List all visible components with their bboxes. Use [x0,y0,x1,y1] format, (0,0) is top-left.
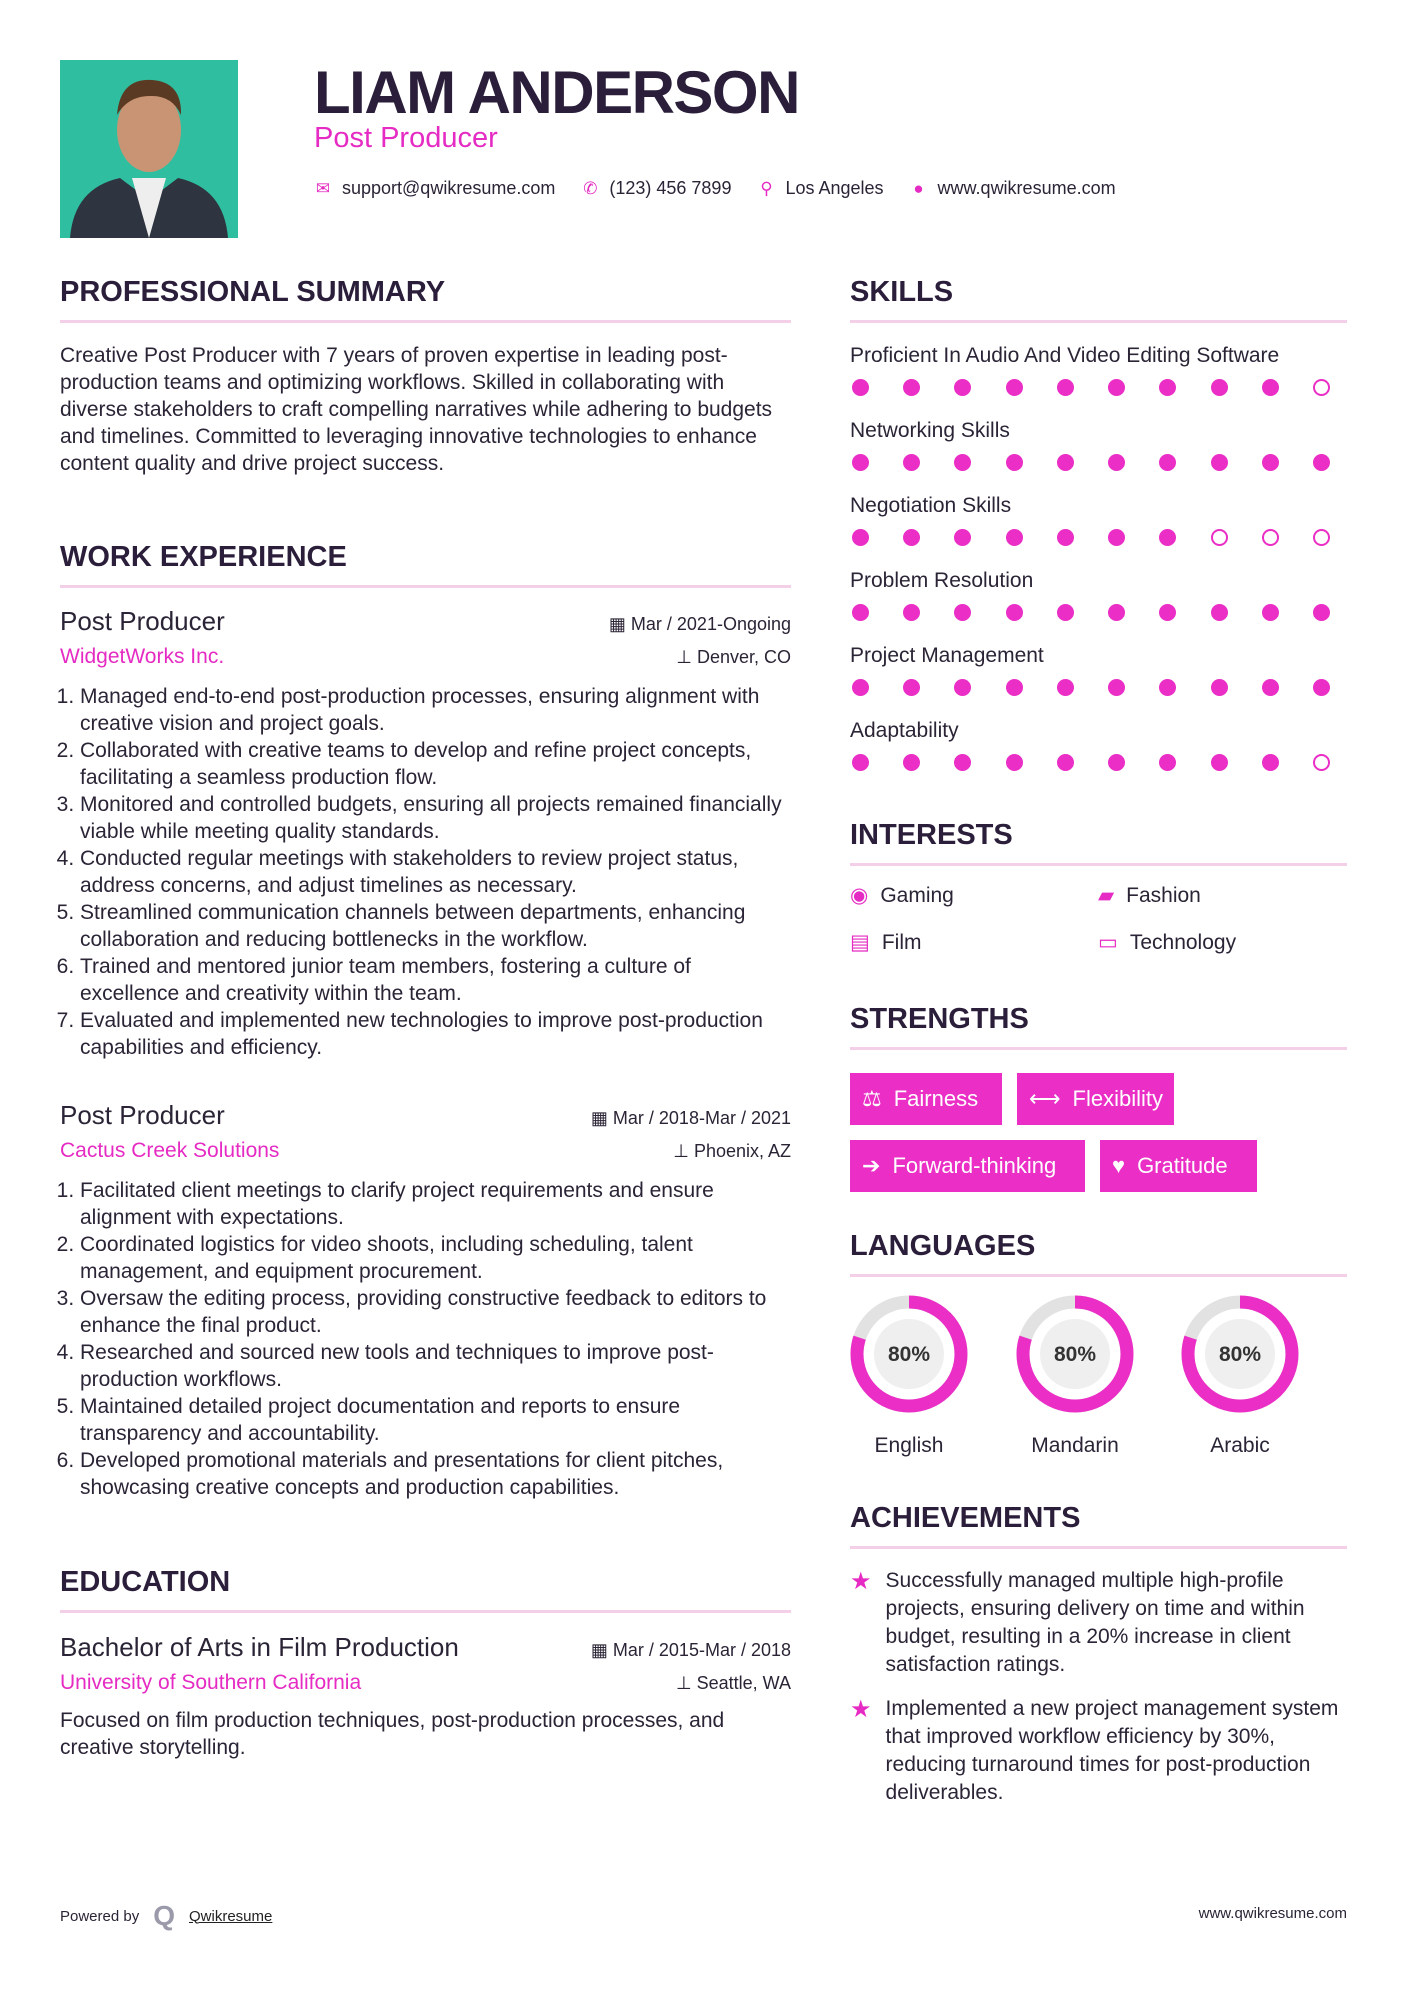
job-bullet: 5. Maintained detailed project documentation and reports to ensure transparency and accountability. [80,1393,791,1447]
powered-by-text: Powered by [60,1907,140,1925]
phone-text: (123) 456 7899 [609,178,732,198]
rating-dot-filled [1159,754,1176,771]
rating-dot-filled [1057,604,1074,621]
job-bullet: 1. Managed end-to-end post-production processes, ensuring alignment with creative vision and project goals. [80,683,791,737]
skill-label: Problem Resolution [850,569,1034,592]
rating-dot-filled [954,454,971,471]
footer-powered [60,1900,272,1932]
rating-dot-filled [903,529,920,546]
rating-dot-empty [1313,529,1330,546]
rating-dot-filled [1159,679,1176,696]
job-dates: ▦ Mar / 2018-Mar / 2021 [590,1108,791,1128]
education-description: Focused on film production techniques, post-production processes, and creative storytelling. [60,1709,725,1759]
rating-dot-filled [852,604,869,621]
globe-icon: ● [913,178,924,198]
rating-dot-filled [1108,679,1125,696]
divider [850,1047,1347,1050]
job-bullet: 1. Facilitated client meetings to clarify project requirements and ensure alignment with expectations. [80,1177,791,1231]
job-bullet: 4. Researched and sourced new tools and techniques to improve post-production workflows. [80,1339,791,1393]
rating-dot-filled [1262,679,1279,696]
pin-icon: ⊥ [675,1673,697,1693]
interest-item: ◉ Gaming [850,884,954,907]
job-bullet: 5. Streamlined communication channels between departments, enhancing collaboration and reducing bottlenecks in the workflow. [80,899,791,953]
rating-dot-filled [1108,604,1125,621]
education-location: ⊥ Seattle, WA [675,1673,791,1693]
rating-dot-filled [1006,379,1023,396]
rating-dot-filled [852,679,869,696]
rating-dot-filled [903,379,920,396]
job-bullet: 3. Monitored and controlled budgets, ensuring all projects remained financially viable while meeting quality standards. [80,791,791,845]
rating-dot-filled [1006,754,1023,771]
strength-chip: ➔ Forward-thinking [850,1140,1085,1192]
laptop-icon: ▭ [1098,931,1118,954]
interests-heading: INTERESTS [850,819,1013,851]
skill-rating [852,679,1330,696]
rating-dot-filled [852,529,869,546]
calendar-icon: ▦ [590,1108,613,1128]
rating-dot-filled [1313,604,1330,621]
achievement-item: ★ Successfully managed multiple high-profile projects, ensuring delivery on time and within budget, resulting in a 20% increase in client satisfaction ratings. [850,1567,1350,1679]
rating-dot-empty [1211,529,1228,546]
skill-item [850,642,1347,717]
rating-dot-empty [1313,754,1330,771]
rating-dot-filled [1108,379,1125,396]
calendar-icon: ▦ [590,1640,613,1660]
rating-dot-filled [903,604,920,621]
skills-heading: SKILLS [850,276,954,308]
skill-rating [852,379,1330,396]
rating-dot-filled [1108,529,1125,546]
achievement-item: ★ Implemented a new project management system that improved workflow efficiency by 30%, reducing turnaround times for post-production deliverables. [850,1695,1350,1807]
language-percent: 80% [1218,1343,1262,1366]
heart-icon: ♥ [1112,1153,1126,1178]
summary-text: Creative Post Producer with 7 years of proven expertise in leading post-production teams and optimizing workflows. Skilled in collaborating with diverse stakeholders to craft compelling narratives while adhering to budgets and timelines. Committed to leveraging innovative technologies to enhance content quality and drive project success. [60,344,773,475]
skill-label: Networking Skills [850,419,1010,442]
rating-dot-filled [1313,679,1330,696]
skill-item [850,492,1347,567]
job-bullet: 2. Coordinated logistics for video shoots, including scheduling, talent management, and equipment procurement. [80,1231,791,1285]
language-ring [1014,1293,1136,1415]
rating-dot-filled [1211,679,1228,696]
job-dates: ▦ Mar / 2021-Ongoing [608,614,791,634]
location-text: Los Angeles [785,178,884,198]
rating-dot-filled [954,754,971,771]
job-bullet: 7. Evaluated and implemented new technologies to improve post-production capabilities and efficiency. [80,1007,791,1061]
film-icon: ▤ [850,931,870,954]
degree: Bachelor of Arts in Film Production [60,1632,459,1662]
website-link[interactable]: www.qwikresume.com [937,178,1116,198]
map-pin-icon: ⚲ [760,178,773,198]
language-ring [848,1293,970,1415]
skill-item [850,417,1347,492]
rating-dot-filled [1211,604,1228,621]
skill-rating [852,529,1330,546]
arrows-horizontal-icon: ⟷ [1029,1086,1061,1111]
rating-dot-filled [1159,604,1176,621]
gamepad-icon: ◉ [850,884,869,907]
rating-dot-filled [1006,454,1023,471]
divider [850,320,1347,323]
skill-label: Proficient In Audio And Video Editing Software [850,344,1280,367]
summary-heading: PROFESSIONAL SUMMARY [60,276,446,308]
job-bullet: 6. Developed promotional materials and presentations for client pitches, showcasing creative concepts and production capabilities. [80,1447,791,1501]
calendar-icon: ▦ [608,614,631,634]
rating-dot-filled [954,529,971,546]
divider [850,863,1347,866]
qwikresume-link[interactable]: Qwikresume [189,1907,273,1925]
language-label: Mandarin [1031,1434,1119,1457]
interest-item: ▤ Film [850,931,922,954]
rating-dot-filled [1057,754,1074,771]
language-percent: 80% [887,1343,931,1366]
rating-dot-filled [1006,529,1023,546]
skills-list [850,342,1347,792]
rating-dot-filled [1262,754,1279,771]
skill-label: Project Management [850,644,1044,667]
interest-item: ▭ Technology [1098,931,1237,954]
arrow-right-icon: ➔ [862,1153,881,1178]
rating-dot-filled [1108,754,1125,771]
achievements-heading: ACHIEVEMENTS [850,1502,1081,1534]
rating-dot-filled [1262,604,1279,621]
divider [850,1546,1347,1549]
rating-dot-filled [852,754,869,771]
language-item [1179,1293,1301,1458]
divider [60,320,791,323]
language-label: English [874,1434,944,1457]
rating-dot-empty [1262,529,1279,546]
language-item [848,1293,970,1458]
rating-dot-filled [1211,754,1228,771]
job-title: Post Producer [60,606,225,636]
strength-chip: ♥ Gratitude [1100,1140,1257,1192]
rating-dot-filled [1057,379,1074,396]
interest-item: ▰ Fashion [1098,884,1201,907]
job-bullets [60,1177,791,1501]
pin-icon: ⊥ [676,647,697,667]
balance-scale-icon: ⚖ [862,1086,882,1111]
rating-dot-filled [1262,454,1279,471]
job-title: Post Producer [60,1100,225,1130]
language-label: Arabic [1210,1434,1270,1457]
skill-label: Adaptability [850,719,959,742]
skill-item [850,567,1347,642]
company-name: WidgetWorks Inc. [60,645,225,668]
rating-dot-filled [1057,454,1074,471]
rating-dot-filled [1211,379,1228,396]
rating-dot-filled [954,679,971,696]
star-icon: ★ [850,1568,872,1595]
experience-heading: WORK EXPERIENCE [60,541,347,573]
rating-dot-filled [1159,379,1176,396]
rating-dot-filled [1006,679,1023,696]
job-location: ⊥ Denver, CO [676,647,791,667]
education-entry [60,1632,791,1761]
strength-chip: ⟷ Flexibility [1017,1073,1174,1125]
job-bullets [60,683,791,1061]
rating-dot-filled [1313,454,1330,471]
language-ring [1179,1293,1301,1415]
star-icon: ★ [850,1696,872,1723]
job-bullet: 3. Oversaw the editing process, providing constructive feedback to editors to enhance the final product. [80,1285,791,1339]
skill-rating [852,454,1330,471]
rating-dot-filled [903,679,920,696]
education-dates: ▦ Mar / 2015-Mar / 2018 [590,1640,791,1660]
rating-dot-filled [852,454,869,471]
job-entry [60,606,791,1061]
pin-icon: ⊥ [673,1141,694,1161]
shopping-bag-icon: ▰ [1098,884,1115,907]
skill-rating [852,754,1330,771]
job-entry [60,1100,791,1501]
divider [850,1274,1347,1277]
rating-dot-filled [903,754,920,771]
job-bullet: 6. Trained and mentored junior team members, fostering a culture of excellence and creativity within the team. [80,953,791,1007]
divider [60,1610,791,1613]
email-link[interactable]: support@qwikresume.com [342,178,556,198]
strengths-heading: STRENGTHS [850,1003,1029,1035]
rating-dot-filled [903,454,920,471]
rating-dot-filled [1262,379,1279,396]
rating-dot-filled [1211,454,1228,471]
rating-dot-filled [1108,454,1125,471]
contact-bar [314,178,1132,199]
skill-label: Negotiation Skills [850,494,1012,517]
strength-chip: ⚖ Fairness [850,1073,1002,1125]
candidate-title: Post Producer [314,122,498,154]
divider [60,585,791,588]
education-heading: EDUCATION [60,1566,231,1598]
candidate-name: LIAM ANDERSON [314,59,799,126]
rating-dot-filled [954,379,971,396]
job-bullet: 2. Collaborated with creative teams to develop and refine project concepts, facilitating a seamless production flow. [80,737,791,791]
rating-dot-filled [1057,679,1074,696]
skill-rating [852,604,1330,621]
job-bullet: 4. Conducted regular meetings with stakeholders to review project status, address concerns, and adjust timelines as necessary. [80,845,791,899]
profile-photo [60,60,238,238]
rating-dot-empty [1313,379,1330,396]
school-name: University of Southern California [60,1671,362,1694]
job-location: ⊥ Phoenix, AZ [673,1141,791,1161]
rating-dot-filled [1159,454,1176,471]
footer-website[interactable]: www.qwikresume.com [1198,1905,1347,1922]
skill-item [850,717,1347,792]
language-item [1014,1293,1136,1458]
qwikresume-logo-icon: Q [153,1900,175,1931]
envelope-icon: ✉ [315,178,331,198]
rating-dot-filled [1006,604,1023,621]
rating-dot-filled [852,379,869,396]
language-percent: 80% [1053,1343,1097,1366]
company-name: Cactus Creek Solutions [60,1139,280,1162]
languages-heading: LANGUAGES [850,1230,1036,1262]
rating-dot-filled [1159,529,1176,546]
skill-item [850,342,1347,417]
rating-dot-filled [1057,529,1074,546]
phone-icon: ✆ [583,178,598,198]
rating-dot-filled [954,604,971,621]
